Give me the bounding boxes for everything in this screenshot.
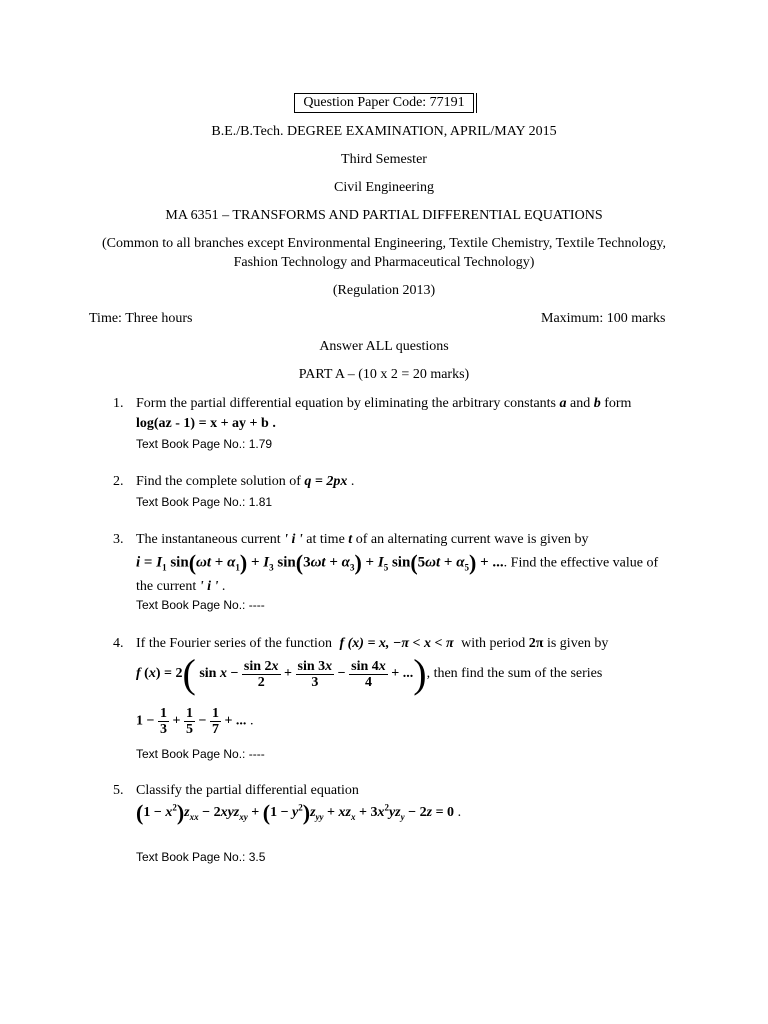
q4-reference: Text Book Page No.: ---- (136, 747, 265, 761)
q5-equation: $(1 - x^2)z_{xx} - 2xyz_{xy} + (1 - y^2)z_{yy} + xz_x + 3x^2yz_y - 2z = 0$ . (136, 800, 462, 825)
part-heading: PART A – (10 x 2 = 20 marks) (298, 367, 470, 382)
q4-series-equation: f (x) = 2( sin x − $\frac{\sin 2x}{2}$ + $\frac{\sin 3x}{3}$ − $\frac{\sin 4x}{4}$ + ...), then find the sum of the series (136, 651, 603, 696)
branch: Civil Engineering (334, 180, 434, 195)
q1-equation: log(az - 1) = x + ay + b . (136, 416, 276, 431)
q4-number: 4. (113, 636, 124, 651)
regulation: (Regulation 2013) (332, 283, 436, 298)
q3-reference: Text Book Page No.: ---- (136, 598, 265, 612)
subject-title: MA 6351 – TRANSFORMS AND PARTIAL DIFFERENTIAL EQUATIONS (165, 208, 603, 223)
instruction: Answer ALL questions (319, 339, 449, 354)
q1-text: Form the partial differential equation by eliminating the arbitrary constants a and b form (136, 396, 632, 411)
common-note-line2: Fashion Technology and Pharmaceutical Technology) (233, 255, 535, 270)
time-allowed: Time: Three hours (89, 311, 193, 326)
q3-text: The instantaneous current ' i ' at time t of an alternating current wave is given by (136, 532, 589, 547)
q5-text: Classify the partial differential equation (136, 783, 359, 798)
semester: Third Semester (341, 152, 427, 167)
q3-number: 3. (113, 532, 124, 547)
q5-reference: Text Book Page No.: 3.5 (136, 850, 266, 864)
q3-text-end: the current ' i ' . (136, 579, 226, 594)
q2-number: 2. (113, 474, 124, 489)
max-marks: Maximum: 100 marks (541, 311, 666, 326)
q4-text: If the Fourier series of the function f (x) = x, −π < x < π with period 2π is given by (136, 636, 609, 651)
question-paper-code: Question Paper Code: 77191 (294, 93, 474, 113)
q4-sum-series: 1 − $\frac{1}{3}$ + $\frac{1}{5}$ − $\frac{1}{7}$ + ... . (136, 706, 254, 737)
q2-reference: Text Book Page No.: 1.81 (136, 495, 273, 509)
q1-number: 1. (113, 396, 124, 411)
exam-title: B.E./B.Tech. DEGREE EXAMINATION, APRIL/MAY 2015 (211, 124, 557, 139)
q3-equation: $i = I_1$ $\sin(\omega t + \alpha_1) + I_3$ $\sin(3\omega t + \alpha_3) + I_5$ $\sin(5\omega t + \alpha_5)$ + .... Find the effective value of (136, 550, 659, 575)
q1-reference: Text Book Page No.: 1.79 (136, 437, 273, 451)
q2-text: Find the complete solution of q = 2px . (136, 474, 355, 489)
q5-number: 5. (113, 783, 124, 798)
common-note-line1: (Common to all branches except Environmental Engineering, Textile Chemistry, Textile Technology, (101, 236, 667, 251)
